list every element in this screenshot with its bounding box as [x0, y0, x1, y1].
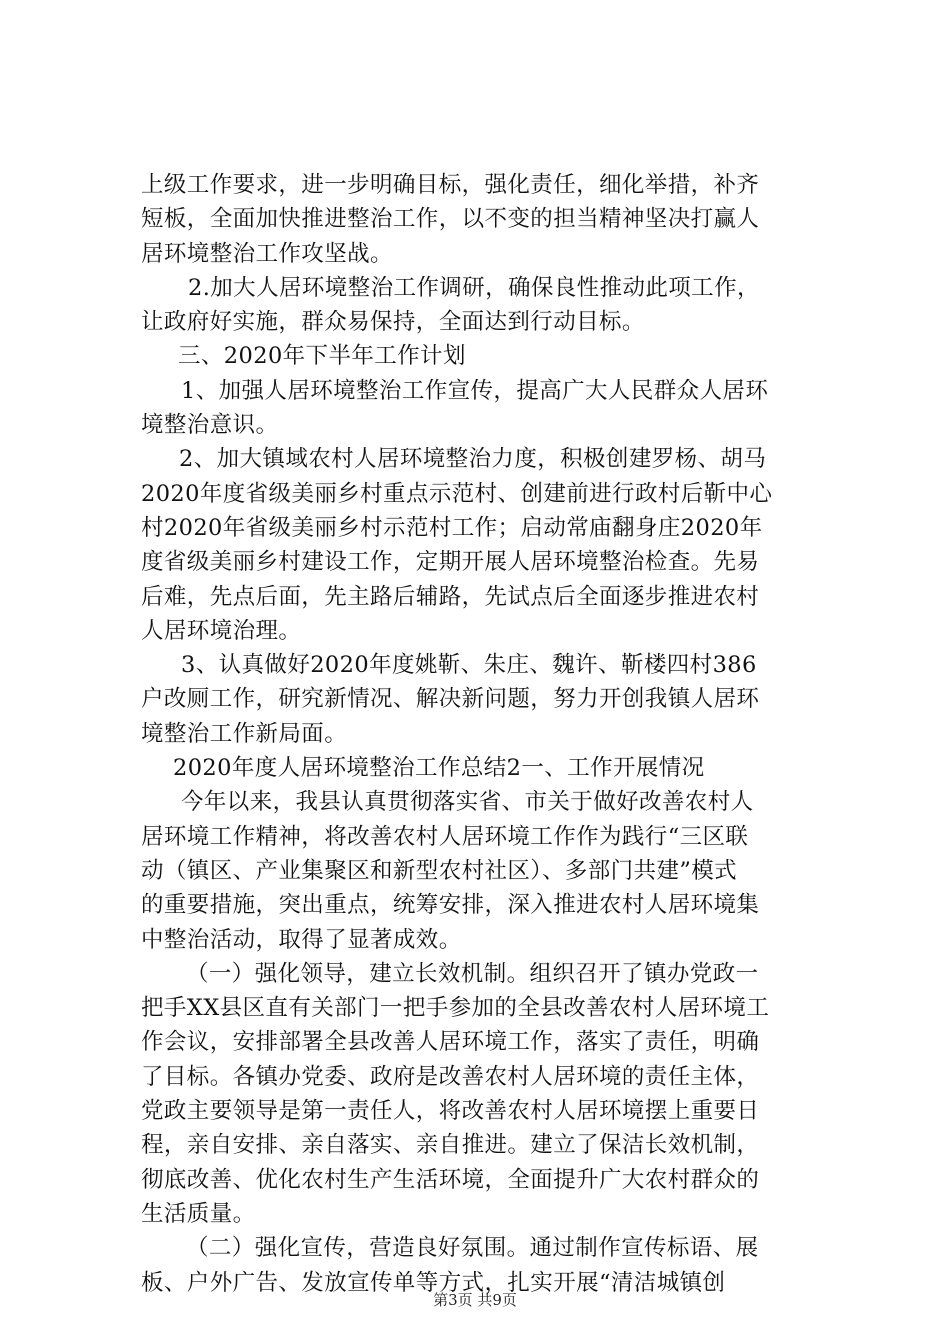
text-line: 1、加强人居环境整治工作宣传，提高广大人民群众人居环 — [181, 377, 769, 404]
text-line: （二）强化宣传，营造良好氛围。通过制作宣传标语、展 — [186, 1235, 759, 1262]
text-line: 把手XX县区直有关部门一把手参加的全县改善农村人居环境工 — [141, 995, 770, 1022]
page-footer: 第3页 共9页 — [433, 1291, 517, 1309]
text-line: 了目标。各镇办党委、政府是改善农村人居环境的责任主体， — [141, 1063, 760, 1090]
text-line: 动（镇区、产业集聚区和新型农村社区）、多部门共建”模式 — [141, 857, 738, 884]
text-line: 度省级美丽乡村建设工作，定期开展人居环境整治检查。先易 — [141, 549, 760, 576]
text-line: 今年以来，我县认真贯彻落实省、市关于做好改善农村人 — [181, 789, 754, 816]
text-line: 生活质量。 — [141, 1200, 256, 1227]
text-line: （一）强化领导，建立长效机制。组织召开了镇办党政一 — [186, 960, 759, 987]
text-line: 彻底改善、优化农村生产生活环境，全面提升广大农村群众的 — [141, 1166, 760, 1193]
text-line: 短板，全面加快推进整治工作，以不变的担当精神坚决打赢人 — [141, 206, 760, 233]
text-line: 2020年度省级美丽乡村重点示范村、创建前进行政村后靳中心 — [141, 480, 773, 507]
text-line: 户改厕工作，研究新情况、解决新问题，努力开创我镇人居环 — [141, 686, 760, 713]
text-line: 村2020年省级美丽乡村示范村工作；启动常庙翻身庄2020年 — [141, 514, 763, 541]
text-line: 2.加大人居环境整治工作调研，确保良性推动此项工作， — [188, 274, 760, 301]
text-line: 党政主要领导是第一责任人，将改善农村人居环境摆上重要日 — [141, 1098, 760, 1125]
text-line: 3、认真做好2020年度姚靳、朱庄、魏许、靳楼四村386 — [181, 652, 757, 679]
text-line: 居环境工作精神，将改善农村人居环境工作作为践行“三区联 — [141, 823, 749, 850]
text-line: 上级工作要求，进一步明确目标，强化责任，细化举措，补齐 — [141, 172, 760, 198]
text-line: 让政府好实施，群众易保持，全面达到行动目标。 — [141, 309, 645, 336]
section-heading: 2020年度人居环境整治工作总结2一、工作开展情况 — [173, 755, 705, 782]
text-line: 作会议，安排部署全县改善人居环境工作，落实了责任，明确 — [141, 1029, 760, 1056]
text-line: 后难，先点后面，先主路后辅路，先试点后全面逐步推进农村 — [141, 583, 760, 610]
text-line: 境整治意识。 — [141, 412, 279, 439]
text-line: 板、户外广告、发放宣传单等方式，扎实开展“清洁城镇创 — [141, 1269, 726, 1296]
text-line: 境整治工作新局面。 — [141, 720, 348, 747]
document-body — [141, 168, 811, 1300]
text-line: 的重要措施，突出重点，统筹安排，深入推进农村人居环境集 — [141, 892, 760, 919]
text-line: 程，亲自安排、亲自落实、亲自推进。建立了保洁长效机制， — [141, 1132, 760, 1159]
section-heading: 三、2020年下半年工作计划 — [178, 343, 466, 370]
text-line: 2、加大镇域农村人居环境整治力度，积极创建罗杨、胡马 — [179, 446, 767, 473]
text-line: 居环境整治工作攻坚战。 — [141, 240, 393, 267]
text-line: 人居环境治理。 — [141, 617, 302, 644]
text-line: 中整治活动，取得了显著成效。 — [141, 926, 462, 953]
